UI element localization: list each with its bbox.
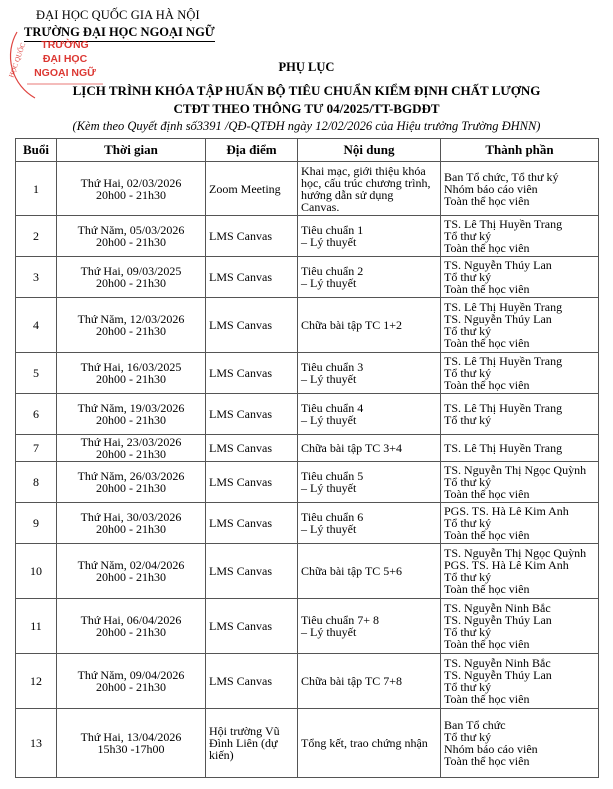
participant-line: TS. Nguyễn Ninh Bắc [444, 601, 551, 615]
session-time [57, 216, 206, 257]
participant-line: Tổ thư ký [444, 413, 492, 427]
session-hours: 20h00 - 21h30 [96, 372, 166, 386]
content-line: Tiêu chuẩn 3 [301, 360, 364, 374]
session-time [57, 257, 206, 298]
location-line: LMS Canvas [209, 366, 272, 380]
header-location: Địa điểm [206, 139, 298, 162]
table-row [16, 298, 599, 353]
location-line: LMS Canvas [209, 619, 272, 633]
session-hours: 20h00 - 21h30 [96, 447, 166, 461]
session-date: Thứ Năm, 02/04/2026 [77, 558, 185, 572]
content-line: Tiêu chuẩn 2 [301, 264, 364, 278]
session-location [206, 435, 298, 462]
session-time [57, 462, 206, 503]
participant-line: Tổ thư ký [444, 475, 492, 489]
session-participants [441, 216, 599, 257]
participant-line: TS. Nguyễn Thị Ngọc Quỳnh [444, 546, 587, 560]
session-number: 10 [16, 544, 57, 599]
session-participants [441, 435, 599, 462]
org-parent-name: ĐẠI HỌC QUỐC GIA HÀ NỘI [36, 8, 200, 22]
table-header-row [16, 139, 599, 162]
session-time [57, 353, 206, 394]
session-time [57, 544, 206, 599]
session-content [298, 298, 441, 353]
session-participants [441, 709, 599, 778]
session-number: 12 [16, 654, 57, 709]
location-line: LMS Canvas [209, 475, 272, 489]
session-time [57, 599, 206, 654]
content-line: – Lý thuyết [301, 372, 357, 386]
participant-line: Tổ thư ký [444, 570, 492, 584]
session-participants [441, 162, 599, 216]
participant-line: PGS. TS. Hà Lê Kim Anh [444, 558, 569, 572]
session-hours: 20h00 - 21h30 [96, 481, 166, 495]
content-line: Chữa bài tập TC 1+2 [301, 318, 403, 332]
session-date: Thứ Năm, 19/03/2026 [77, 401, 185, 415]
participant-line: TS. Lê Thị Huyền Trang [444, 354, 563, 368]
session-number: 1 [16, 162, 57, 216]
session-date: Thứ Năm, 09/04/2026 [77, 668, 185, 682]
session-date: Thứ Năm, 12/03/2026 [77, 312, 185, 326]
session-hours: 15h30 -17h00 [97, 742, 165, 756]
svg-text:HỌC QUỐC: HỌC QUỐC [7, 41, 28, 79]
session-participants [441, 462, 599, 503]
session-date: Thứ Hai, 16/03/2025 [80, 360, 182, 374]
participant-line: Tổ thư ký [444, 730, 492, 744]
location-line: LMS Canvas [209, 407, 272, 421]
session-time [57, 435, 206, 462]
participant-line: PGS. TS. Hà Lê Kim Anh [444, 504, 569, 518]
content-line: – Lý thuyết [301, 481, 357, 495]
session-participants [441, 257, 599, 298]
session-number: 9 [16, 503, 57, 544]
seal-line-2: ĐẠI HỌC [42, 53, 88, 65]
session-hours: 20h00 - 21h30 [96, 570, 166, 584]
session-hours: 20h00 - 21h30 [96, 413, 166, 427]
table-row [16, 394, 599, 435]
session-location [206, 353, 298, 394]
content-line: Tổng kết, trao chứng nhận [301, 736, 428, 750]
org-school-name: TRƯỜNG ĐẠI HỌC NGOẠI NGỮ [24, 25, 215, 42]
content-line: Tiêu chuẩn 1 [301, 223, 364, 237]
participant-line: Tổ thư ký [444, 366, 492, 380]
content-line: Khai mạc, giới thiệu khóa [301, 163, 426, 178]
participant-line: TS. Lê Thị Huyền Trang [444, 441, 563, 455]
session-content [298, 257, 441, 298]
session-content [298, 709, 441, 778]
session-number: 6 [16, 394, 57, 435]
location-line: Zoom Meeting [209, 181, 281, 196]
participant-line: TS. Nguyễn Thúy Lan [444, 668, 552, 682]
location-line: LMS Canvas [209, 270, 272, 284]
location-line: LMS Canvas [209, 674, 272, 688]
session-time [57, 503, 206, 544]
content-line: hướng dẫn sử dụng [301, 187, 394, 202]
participant-line: Toàn thể học viên [444, 241, 530, 255]
session-participants [441, 599, 599, 654]
table-row [16, 503, 599, 544]
table-row [16, 353, 599, 394]
session-number: 4 [16, 298, 57, 353]
content-line: Tiêu chuẩn 4 [301, 401, 364, 415]
session-hours: 20h00 - 21h30 [96, 187, 166, 202]
table-row [16, 216, 599, 257]
session-date: Thứ Hai, 30/03/2026 [80, 510, 182, 524]
session-content [298, 654, 441, 709]
session-number: 3 [16, 257, 57, 298]
session-location [206, 162, 298, 216]
document-title-line-2: CTĐT THEO THÔNG TƯ 04/2025/TT-BGDĐT [173, 101, 440, 116]
session-content [298, 462, 441, 503]
participant-line: Toàn thể học viên [444, 378, 530, 392]
session-number: 7 [16, 435, 57, 462]
document-subtitle: (Kèm theo Quyết định số3391 /QĐ-QTĐH ngày 12/02/2026 của Hiệu trưởng Trường ĐHNN) [72, 119, 541, 133]
session-time [57, 654, 206, 709]
location-line: Hội trường Vũ [209, 724, 280, 738]
session-time [57, 709, 206, 778]
session-content [298, 503, 441, 544]
location-line: Đình Liên (dự [209, 736, 278, 750]
session-date: Thứ Hai, 13/04/2026 [80, 730, 182, 744]
participant-line: TS. Nguyễn Thị Ngọc Quỳnh [444, 463, 587, 477]
seal-line-1: TRƯỜNG [41, 39, 89, 51]
participant-line: Toàn thể học viên [444, 754, 530, 768]
location-line: kiến) [209, 748, 234, 762]
session-participants [441, 298, 599, 353]
training-schedule-table [15, 138, 599, 778]
content-line: học, cấu trúc chương trình, [301, 175, 431, 190]
session-time [57, 298, 206, 353]
location-line: LMS Canvas [209, 441, 272, 455]
session-location [206, 654, 298, 709]
session-participants [441, 394, 599, 435]
session-number: 8 [16, 462, 57, 503]
session-time [57, 394, 206, 435]
session-location [206, 216, 298, 257]
participant-line: Tổ thư ký [444, 625, 492, 639]
header-session: Buổi [16, 139, 57, 162]
participant-line: Toàn thể học viên [444, 528, 530, 542]
session-content [298, 394, 441, 435]
table-row [16, 257, 599, 298]
participant-line: Toàn thể học viên [444, 282, 530, 296]
session-content [298, 435, 441, 462]
location-line: LMS Canvas [209, 229, 272, 243]
participant-line: TS. Nguyễn Thúy Lan [444, 312, 552, 326]
session-location [206, 599, 298, 654]
participant-line: TS. Lê Thị Huyền Trang [444, 300, 563, 314]
session-participants [441, 503, 599, 544]
content-line: – Lý thuyết [301, 413, 357, 427]
session-number: 11 [16, 599, 57, 654]
session-location [206, 503, 298, 544]
content-line: Chữa bài tập TC 5+6 [301, 564, 403, 578]
session-hours: 20h00 - 21h30 [96, 276, 166, 290]
location-line: LMS Canvas [209, 516, 272, 530]
document-title-line-1: LỊCH TRÌNH KHÓA TẬP HUẤN BỘ TIÊU CHUẨN KIỂM ĐỊNH CHẤT LƯỢNG [72, 83, 541, 98]
participant-line: Nhóm báo cáo viên [444, 181, 538, 196]
table-body [16, 162, 599, 778]
session-content [298, 162, 441, 216]
table-row [16, 709, 599, 778]
session-location [206, 298, 298, 353]
participant-line: Toàn thể học viên [444, 193, 530, 208]
table-row [16, 162, 599, 216]
session-date: Thứ Năm, 05/03/2026 [77, 223, 185, 237]
session-hours: 20h00 - 21h30 [96, 680, 166, 694]
table-row [16, 654, 599, 709]
session-content [298, 599, 441, 654]
participant-line: TS. Nguyễn Ninh Bắc [444, 656, 551, 670]
session-content [298, 353, 441, 394]
participant-line: Tổ thư ký [444, 324, 492, 338]
session-date: Thứ Hai, 23/03/2026 [80, 435, 182, 449]
participant-line: Tổ thư ký [444, 270, 492, 284]
content-line: – Lý thuyết [301, 625, 357, 639]
participant-line: Toàn thể học viên [444, 637, 530, 651]
participant-line: Tổ thư ký [444, 680, 492, 694]
content-line: Chữa bài tập TC 7+8 [301, 674, 403, 688]
appendix-heading: PHỤ LỤC [278, 60, 335, 74]
session-date: Thứ Hai, 09/03/2025 [80, 264, 182, 278]
session-location [206, 462, 298, 503]
content-line: Tiêu chuẩn 5 [301, 469, 364, 483]
session-content [298, 216, 441, 257]
content-line: – Lý thuyết [301, 522, 357, 536]
session-location [206, 709, 298, 778]
session-location [206, 544, 298, 599]
table-row [16, 544, 599, 599]
content-line: Chữa bài tập TC 3+4 [301, 441, 403, 455]
participant-line: TS. Nguyễn Thúy Lan [444, 613, 552, 627]
content-line: – Lý thuyết [301, 235, 357, 249]
session-hours: 20h00 - 21h30 [96, 235, 166, 249]
participant-line: Tổ thư ký [444, 229, 492, 243]
participant-line: TS. Lê Thị Huyền Trang [444, 401, 563, 415]
participant-line: Nhóm báo cáo viên [444, 742, 538, 756]
participant-line: Toàn thể học viên [444, 692, 530, 706]
session-location [206, 394, 298, 435]
table-row [16, 599, 599, 654]
participant-line: Ban Tổ chức, Tổ thư ký [444, 169, 559, 184]
table-row [16, 462, 599, 503]
session-participants [441, 353, 599, 394]
session-content [298, 544, 441, 599]
session-time [57, 162, 206, 216]
session-hours: 20h00 - 21h30 [96, 625, 166, 639]
participant-line: TS. Lê Thị Huyền Trang [444, 217, 563, 231]
participant-line: Toàn thể học viên [444, 487, 530, 501]
participant-line: Ban Tổ chức [444, 718, 506, 732]
session-date: Thứ Năm, 26/03/2026 [77, 469, 185, 483]
session-hours: 20h00 - 21h30 [96, 324, 166, 338]
participant-line: TS. Nguyễn Thúy Lan [444, 258, 552, 272]
header-time: Thời gian [57, 139, 206, 162]
participant-line: Toàn thể học viên [444, 582, 530, 596]
session-participants [441, 544, 599, 599]
participant-line: Tổ thư ký [444, 516, 492, 530]
session-number: 13 [16, 709, 57, 778]
table-row [16, 435, 599, 462]
content-line: Tiêu chuẩn 6 [301, 510, 364, 524]
participant-line: Toàn thể học viên [444, 336, 530, 350]
content-line: Canvas. [301, 199, 340, 214]
session-number: 5 [16, 353, 57, 394]
session-participants [441, 654, 599, 709]
header-participants: Thành phần [441, 139, 599, 162]
session-hours: 20h00 - 21h30 [96, 522, 166, 536]
session-date: Thứ Hai, 02/03/2026 [80, 175, 182, 190]
session-date: Thứ Hai, 06/04/2026 [80, 613, 182, 627]
header-content: Nội dung [298, 139, 441, 162]
session-number: 2 [16, 216, 57, 257]
location-line: LMS Canvas [209, 318, 272, 332]
location-line: LMS Canvas [209, 564, 272, 578]
content-line: Tiêu chuẩn 7+ 8 [301, 613, 379, 627]
seal-line-3: NGOẠI NGỮ [34, 67, 96, 79]
session-location [206, 257, 298, 298]
content-line: – Lý thuyết [301, 276, 357, 290]
